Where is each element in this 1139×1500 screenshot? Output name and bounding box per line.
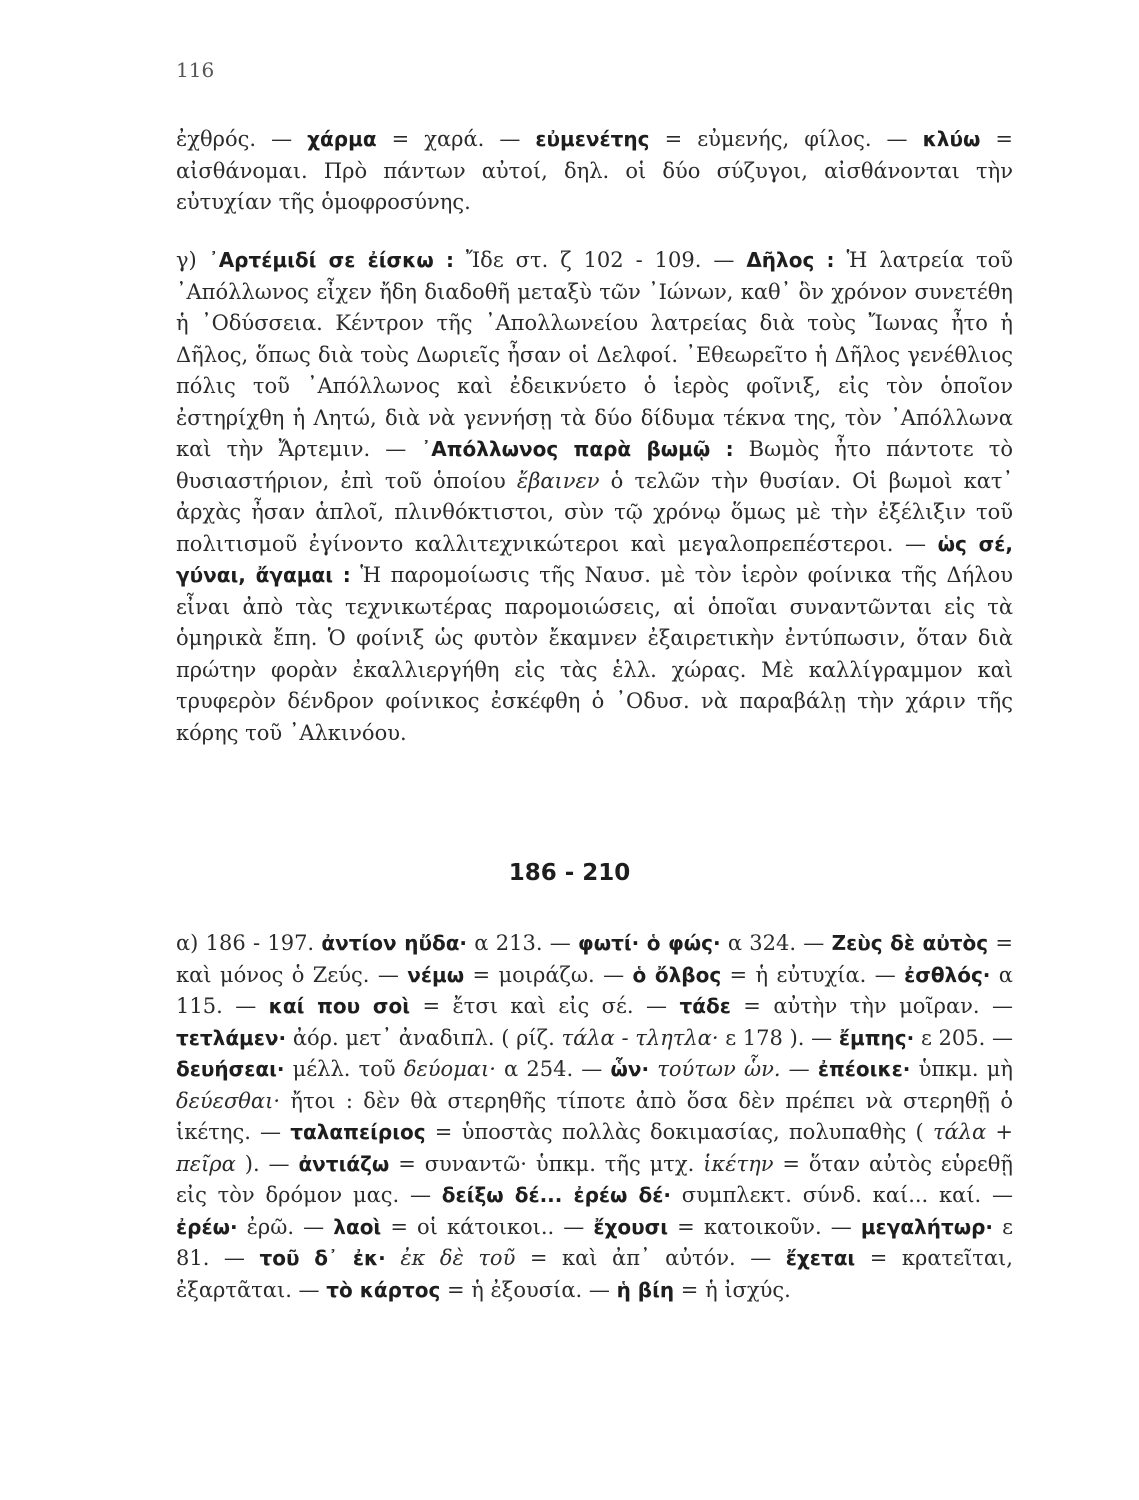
paragraph-commentary-intro <box>176 124 1013 219</box>
lemma-term: χάρμα <box>307 127 377 151</box>
body-text: = καὶ μόνος ὁ Ζεύς. — <box>176 931 1014 987</box>
paragraph-commentary-186-210 <box>176 928 1013 1306</box>
lemma-term: τοῦ δ᾿ ἐκ· <box>259 1246 386 1270</box>
body-text: = ἡ ἰσχύς. <box>674 1277 791 1302</box>
body-text: = ἡ ἐξουσία. — <box>440 1277 617 1302</box>
lemma-term: ταλαπείριος <box>290 1120 426 1144</box>
italic-text: τούτων ὧν. <box>657 1057 781 1081</box>
lemma-term: ἐρέω· <box>176 1214 238 1239</box>
lemma-term: ἔμπης· <box>838 1025 915 1050</box>
italic-text: τάλα + πεῖρα <box>176 1120 1014 1176</box>
body-text: α) 186 - 197. <box>176 931 322 955</box>
lemma-term: ἀντιάζω <box>298 1151 390 1176</box>
paragraph-text <box>176 245 1013 749</box>
italic-text: ἐκ δὲ τοῦ <box>400 1246 516 1270</box>
lemma-term: καί που σοὶ <box>268 994 411 1018</box>
body-text: ε 205. — <box>914 1025 1013 1050</box>
body-text: α 213. — <box>467 931 579 955</box>
lemma-term: εὐμενέτης <box>535 127 650 151</box>
italic-text: ἱκέτην <box>703 1151 774 1176</box>
lemma-term: ἀντίον ηὔδα· <box>321 931 468 955</box>
paragraph-text <box>176 928 1013 1306</box>
lemma-term: τετλάμεν· <box>176 1025 287 1050</box>
body-text: = κρατεῖται, ἐξαρτᾶται. — <box>176 1246 1013 1302</box>
body-text: Ἡ λατρεία τοῦ ᾿Απόλλωνος εἶχεν ἤδη διαδοθῆ μεταξὺ τῶν ᾿Ιώνων, καθ᾿ ὃν χρόνον συνετέθη ἡ ᾿Οδύσσεια. Κέντρον τῆς ᾿Απολλωνείου λατρείας διὰ τοὺς Ἴωνας ἦτο ἡ Δῆλος, ὅπως διὰ τοὺς Δωριεῖς ἦσαν οἱ Δελφοί. ᾿Εθεωρεῖτο ἡ Δῆλος γενέθλιος πόλις τοῦ ᾿Απόλλωνος καὶ ἐδεικνύετο ὁ ἱερὸς φοῖνιξ, εἰς τὸν ὁποῖον ἐστηρίχθη ἡ Λητώ, διὰ νὰ γεννήσῃ τὰ δύο δίδυμα τέκνα της, τὸν ᾿Απόλλωνα καὶ τὴν Ἄρτεμιν. — <box>176 248 1014 461</box>
body-text: — <box>780 1057 818 1081</box>
body-text: Ἡ παρομοίωσις τῆς Ναυσ. μὲ τὸν ἱερὸν φοίνικα τῆς Δήλου εἶναι ἀπὸ τὰς τεχνικωτέρας παρομοιώσεις, αἱ ὁποῖαι συναντῶνται εἰς τὰ ὁμηρικὰ ἔπη. Ὁ φοίνιξ ὡς φυτὸν ἔκαμνεν ἐξαιρετικὴν ἐντύπωσιν, ὅταν διὰ πρώτην φορὰν ἐκαλλιεργήθη εἰς τὰς ἑλλ. χώρας. Μὲ καλλίγραμμον καὶ τρυφερὸν δένδρον φοίνικος ἐσκέφθη ὁ ᾿Οδυσ. νὰ παραβάλῃ τὴν χάριν τῆς κόρης τοῦ ᾿Αλκινόου. <box>176 563 1013 745</box>
paragraph-text <box>176 124 1013 219</box>
body-text: = ἡ εὐτυχία. — <box>721 962 905 987</box>
lemma-term: ἐσθλός· <box>904 962 991 987</box>
paragraph-commentary-delos <box>176 245 1013 749</box>
body-text: ε 81. — <box>176 1214 1013 1270</box>
body-text: = εὐμενής, φίλος. — <box>649 127 923 151</box>
lemma-term: νέμω <box>407 962 465 987</box>
body-text: = κατοικοῦν. — <box>668 1214 861 1239</box>
body-text: = ἔτσι καὶ εἰς σέ. — <box>410 994 680 1018</box>
lemma-term: φωτί· ὁ φώς· <box>578 931 721 955</box>
body-text: = συναντῶ· ὑπκμ. τῆς μτχ. <box>389 1151 704 1176</box>
lemma-term: ἐπέοικε· <box>817 1057 911 1081</box>
lemma-term: ὡς σέ, γύναι, ἄγαμαι : <box>176 531 1013 587</box>
lemma-term: ὁ ὄλβος <box>632 962 722 987</box>
section-heading: 186 - 210 <box>508 860 631 886</box>
body-text: = καὶ ἀπ᾿ αὐτόν. — <box>515 1246 786 1270</box>
body-text: = οἱ κάτοικοι.. — <box>381 1214 594 1239</box>
lemma-term: κλύω <box>922 127 981 151</box>
italic-text: δεύομαι· <box>403 1057 496 1081</box>
body-text: α 324. — <box>720 931 832 955</box>
body-text: ἐχθρός. — <box>176 127 308 151</box>
lemma-term: Δῆλος : <box>746 248 835 272</box>
body-text: μέλλ. τοῦ <box>284 1057 404 1081</box>
lemma-term: τὸ κάρτος <box>326 1277 441 1302</box>
body-text: = αἰσθάνομαι. Πρὸ πάντων αὐτοί, δηλ. οἱ δύο σύζυγοι, αἰσθάνονται τὴν εὐτυχίαν τῆς ὁμοφροσύνης. <box>176 127 1013 214</box>
lemma-term: ἡ βίη <box>616 1277 675 1302</box>
body-text: ἀόρ. μετ᾿ ἀναδιπλ. ( ρίζ. <box>286 1025 562 1050</box>
lemma-term: Ζεὺς δὲ αὐτὸς <box>831 931 989 955</box>
body-text <box>386 1246 401 1270</box>
lemma-term: λαοὶ <box>333 1214 382 1239</box>
lemma-term: μεγαλήτωρ· <box>860 1214 994 1239</box>
italic-text: δεύεσθαι· <box>176 1088 281 1113</box>
body-text: α 115. — <box>176 962 1013 1018</box>
body-text: α 254. — <box>495 1057 611 1081</box>
body-text: Ἴδε στ. ζ 102 - 109. — <box>453 248 747 272</box>
lemma-term: ὧν· <box>610 1057 650 1081</box>
body-text: ὁ τελῶν τὴν θυσίαν. Οἱ βωμοὶ κατ᾿ ἀρχὰς ἦσαν ἁπλοῖ, πλινθόκτιστοι, σὺν τῷ χρόνῳ ὅμως μὲ τὴν ἐξέλιξιν τοῦ πολιτισμοῦ ἐγίνοντο καλλιτεχνικώτεροι καὶ μεγαλοπρεπέστεροι. — <box>176 468 1014 556</box>
body-text: = ὑποστὰς πολλὰς δοκιμασίας, πολυπαθὴς ( <box>425 1120 933 1144</box>
body-text: γ) <box>176 248 209 272</box>
italic-text: ἔβαινεν <box>516 468 600 493</box>
body-text: = ὅταν αὐτὸς εὑρεθῇ εἰς τὸν δρόμον μας. — <box>176 1151 1013 1207</box>
body-text: = μοιράζω. — <box>464 962 633 987</box>
lemma-term: ᾿Αρτέμιδί σε ἐίσκω : <box>208 248 454 272</box>
lemma-term: δείξω δέ... ἐρέω δέ· <box>441 1183 671 1207</box>
lemma-term: δευήσεαι· <box>176 1057 285 1081</box>
body-text: ε 178 ). — <box>718 1025 839 1050</box>
italic-text: τάλα - τλητλα· <box>561 1025 719 1050</box>
body-text: ὑπκμ. μὴ <box>910 1057 1013 1081</box>
lemma-term: ᾿Απόλλωνος παρὰ βωμῷ : <box>421 437 734 461</box>
page-number: 116 <box>176 58 215 82</box>
body-text: = χαρά. — <box>376 127 536 151</box>
lemma-term: ἔχεται <box>785 1246 856 1270</box>
body-text: ἐρῶ. — <box>237 1214 334 1239</box>
lemma-term: τάδε <box>679 994 731 1018</box>
body-text: συμπλεκτ. σύνδ. καί... καί. — <box>670 1183 1014 1207</box>
body-text: ). — <box>235 1151 299 1176</box>
body-text: Βωμὸς ἦτο πάντοτε τὸ θυσιαστήριον, ἐπὶ τοῦ ὁποίου <box>176 437 1013 493</box>
body-text: ἤτοι : δὲν θὰ στερηθῆς τίποτε ἀπὸ ὅσα δὲν πρέπει νὰ στερηθῇ ὁ ἱκέτης. — <box>176 1088 1013 1144</box>
lemma-term: ἔχουσι <box>593 1214 669 1239</box>
body-text: = αὐτὴν τὴν μοῖραν. — <box>730 994 1014 1018</box>
